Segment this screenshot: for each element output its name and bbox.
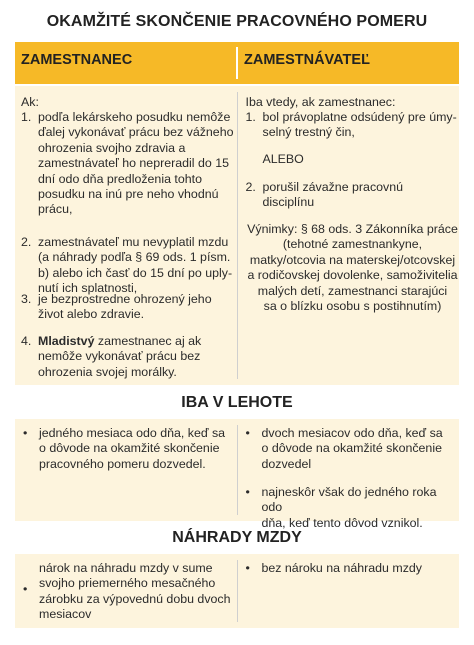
line: dní odo dňa predloženia tohto (38, 171, 202, 186)
employee-conditions (15, 86, 237, 385)
item-number: 2. (245, 180, 256, 194)
line: ohrozenia svojej morálky. (38, 364, 177, 379)
employee-intro: Ak: (21, 95, 39, 109)
employer-compensation (238, 554, 460, 628)
line: bez nároku na náhradu mzdy (261, 561, 422, 575)
line: (tehotné zamestnankyne, (282, 237, 423, 252)
column-headers (15, 42, 459, 84)
line: bol právoplatne odsúdený pre úmy- (262, 110, 457, 124)
line: a rodičovskej dovolenke, samoživitelia (247, 268, 458, 283)
employer-conditions (238, 86, 460, 385)
line: je bezprostredne ohrozený jeho (38, 292, 212, 306)
bullet: • (23, 582, 28, 596)
bold-term: Mladistvý (38, 334, 95, 348)
line: svojho priemerného mesačného (39, 576, 216, 591)
deadline-box (15, 419, 459, 530)
line: život alebo zdravie. (38, 307, 145, 322)
line: porušil závažne pracovnú disciplínu (262, 180, 404, 210)
line: matky/otcovia na materskej/otcovskej (249, 252, 456, 267)
bullet: • (245, 426, 250, 440)
line: nárok na náhradu mzdy v sume (39, 561, 213, 575)
employer-intro: Iba vtedy, ak zamestnanec: (245, 95, 396, 109)
line: malých detí, zamestnanci starajúci (257, 283, 448, 298)
line: (a náhrady podľa § 69 ods. 1 písm. (38, 250, 231, 265)
line: dvoch mesiacov odo dňa, keď sa (261, 426, 443, 440)
line-rest: zamestnanec aj ak (94, 334, 202, 348)
conditions-box (15, 86, 459, 385)
employee-deadline (15, 419, 237, 521)
item-number: 2. (21, 235, 32, 249)
line: posudku na inú pre neho vhodnú (38, 187, 219, 202)
line: o dôvode na okamžité skončenie (39, 441, 220, 456)
exceptions-note (246, 222, 460, 314)
employee-compensation (15, 554, 237, 628)
line: podľa lekárskeho posudku nemôže (38, 110, 231, 124)
item-number: 4. (21, 334, 32, 348)
item-number: 1. (245, 110, 256, 124)
line: nemôže vykonávať prácu bez (38, 349, 201, 364)
item-number: 3. (21, 292, 32, 306)
or-label: ALEBO (262, 152, 304, 166)
section-title-wage-compensation: NÁHRADY MZDY (172, 529, 302, 546)
line: selný trestný čin, (262, 125, 355, 140)
line: o dôvode na okamžité skončenie (261, 441, 442, 456)
header-employee: ZAMESTNANEC (21, 52, 133, 68)
page-title: OKAMŽITÉ SKONČENIE PRACOVNÉHO POMERU (46, 13, 428, 30)
bullet: • (23, 426, 28, 440)
section-title-deadline: IBA V LEHOTE (181, 394, 293, 411)
line: Výnimky: § 68 ods. 3 Zákonníka práce (247, 222, 458, 236)
line: b) alebo ich časť do 15 dní po uply- (38, 265, 233, 280)
line: mesiacov (39, 607, 92, 622)
line: ohrozenia svojho zdravia a (38, 140, 186, 155)
bullet: • (245, 485, 250, 499)
line: zamestnávateľ mu nevyplatil mzdu (38, 235, 229, 249)
line: sa o blízku osobu s postihnutím) (263, 299, 442, 314)
bullet: • (245, 561, 250, 575)
line: pracovného pomeru dozvedel. (39, 456, 206, 471)
line: najneskôr však do jedného roka odo (261, 485, 437, 515)
line: ďalej vykonávať prácu bez vážneho (38, 125, 234, 140)
line: jedného mesiaca odo dňa, keď sa (39, 426, 226, 440)
line: dozvedel (261, 456, 312, 471)
item-number: 1. (21, 110, 32, 124)
line: zamestnávateľ ho nepreradil do 15 (38, 156, 229, 171)
line: dňa, keď tento dôvod vznikol. (261, 515, 423, 530)
wage-compensation-box (15, 554, 459, 628)
line: zárobku za výpovednú dobu dvoch (39, 591, 231, 606)
line: prácu, (38, 202, 73, 217)
employer-deadline (238, 419, 460, 530)
header-employer: ZAMESTNÁVATEĽ (244, 52, 370, 68)
line: nutí ich splatnosti, (38, 281, 138, 296)
